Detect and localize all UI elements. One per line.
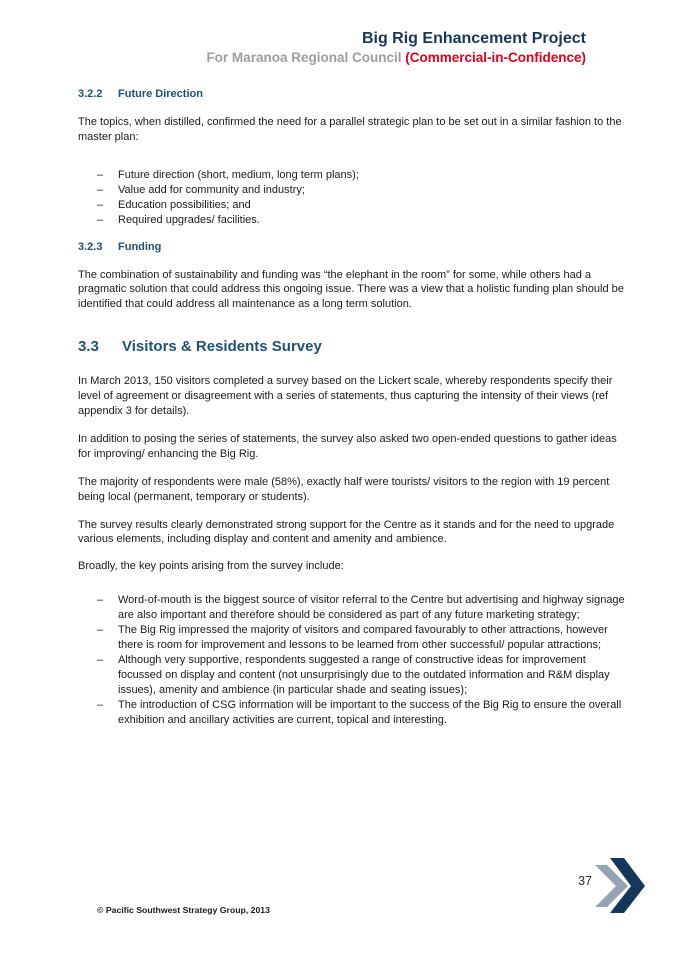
section-heading-3-2-3	[78, 241, 626, 254]
paragraph: Broadly, the key points arising from the survey include:	[78, 560, 344, 573]
bullet-item	[78, 168, 626, 183]
paragraph: The combination of sustainability and funding was “the elephant in the room” for some, while others had a pragmatic solution that could address this ongoing issue. There was a view that a holistic funding plan should be identified that could address all maintenance as a long term solution.	[78, 268, 624, 311]
paragraph: The survey results clearly demonstrated strong support for the Centre as it stands and for the need to upgrade various elements, including display and content and amenity and ambience.	[78, 518, 615, 546]
section-heading-3-2-2	[78, 88, 626, 101]
bullet-text: Value add for community and industry;	[118, 183, 305, 196]
footer-copyright: © Pacific Southwest Strategy Group, 2013	[97, 905, 270, 915]
heading-number: 3.3	[78, 337, 99, 355]
content-column	[78, 88, 626, 741]
section-heading-3-3	[78, 338, 626, 356]
bullet-item	[78, 698, 626, 728]
bullet-text: Required upgrades/ facilities.	[118, 213, 260, 226]
page-header	[206, 30, 586, 66]
heading-label: Visitors & Residents Survey	[122, 337, 322, 355]
bullet-dash: –	[97, 168, 104, 181]
document-title: Big Rig Enhancement Project	[361, 30, 586, 47]
bullet-text: Education possibilities; and	[118, 198, 251, 211]
bullet-text: The Big Rig impressed the majority of visitors and compared favourably to other attractions, however there is room for improvement and lessons to be learned from other successful/ popular attractions;	[118, 623, 608, 651]
heading-label: Funding	[118, 240, 162, 253]
bullet-item	[78, 183, 626, 198]
paragraph: The topics, when distilled, confirmed the need for a parallel strategic plan to be set out in a similar fashion to the master plan:	[78, 116, 622, 143]
bullet-dash: –	[97, 183, 104, 196]
bullet-text: The introduction of CSG information will be important to the success of the Big Rig to ensure the overall exhibition and ancillary activities are current, topical and interesting.	[118, 698, 622, 726]
bullet-text: Future direction (short, medium, long term plans);	[118, 168, 359, 181]
double-chevron-right-icon	[591, 855, 649, 915]
bullet-dash: –	[97, 698, 104, 711]
heading-number: 3.2.3	[78, 240, 103, 253]
bullet-dash: –	[97, 593, 104, 606]
heading-label: Future Direction	[118, 88, 203, 100]
page-number: 37	[578, 874, 592, 888]
bullet-item	[78, 653, 626, 698]
document-subtitle	[206, 50, 586, 66]
bullet-dash: –	[97, 653, 104, 666]
bullet-item	[78, 213, 626, 228]
bullet-item	[78, 198, 626, 213]
bullet-dash: –	[97, 623, 104, 636]
subtitle-council: For Maranoa Regional Council	[206, 50, 406, 66]
bullet-list	[78, 168, 626, 228]
bullet-item	[78, 593, 626, 623]
paragraph: In March 2013, 150 visitors completed a survey based on the Lickert scale, whereby respondents specify their level of agreement or disagreement with a series of statements, thus capturing the intensity of their views (ref appendix 3 for details).	[78, 374, 613, 417]
bullet-dash: –	[97, 213, 104, 226]
bullet-list	[78, 593, 626, 728]
bullet-item	[78, 623, 626, 653]
paragraph: The majority of respondents were male (58%), exactly half were tourists/ visitors to the region with 19 percent being local (permanent, temporary or students).	[78, 475, 610, 503]
heading-number: 3.2.2	[78, 88, 103, 100]
confidential-label: (Commercial-in-Confidence)	[405, 50, 586, 66]
bullet-text: Although very supportive, respondents suggested a range of constructive ideas for improvement focussed on display and content (not unsurprisingly due to the outdated information and R&M display issues), amenity and ambience (in particular shade and seating issues);	[118, 653, 610, 696]
bullet-dash: –	[97, 198, 104, 211]
bullet-text: Word-of-mouth is the biggest source of visitor referral to the Centre but advertising and highway signage are also important and therefore should be considered as part of any future marketing strategy;	[118, 593, 625, 621]
paragraph: In addition to posing the series of statements, the survey also asked two open-ended questions to gather ideas for improving/ enhancing the Big Rig.	[78, 433, 617, 461]
